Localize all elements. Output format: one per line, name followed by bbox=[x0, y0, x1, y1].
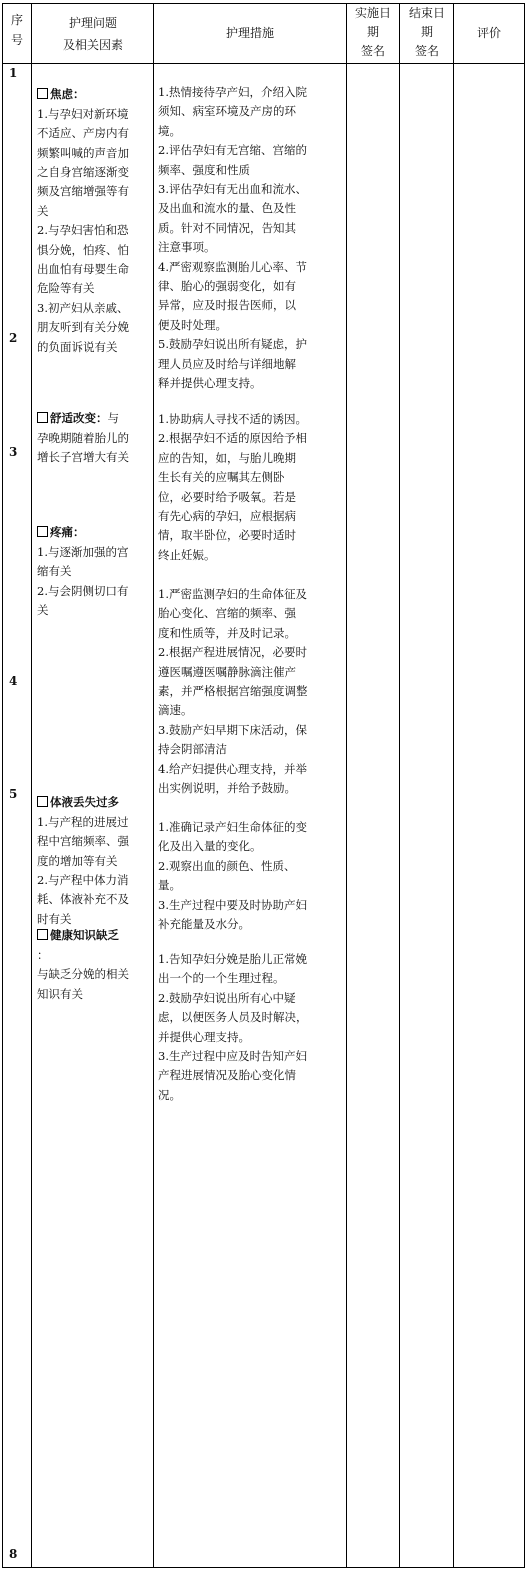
header-separator bbox=[2, 63, 525, 64]
measures-pain: 1.严密监测孕妇的生命体征及 胎心变化、宫缩的频率、强 度和性质等，并及时记录。 2.根据产程进展情况，必要时 遵医嘱遵医嘱静脉滴注催产 素，并严格根据宫缩强度调整 滴速。 3.鼓励产妇早期下床活动，保 持会阴部清洁 4.给产妇提供心理支持，并举 出实例说明，并给予鼓励。 bbox=[158, 587, 308, 796]
problem-body: 1.与产程的进展过 程中宫缩频率、强 度的增加等有关 2.与产程中体力消 耗、体液补充不及 时有关 bbox=[37, 814, 129, 926]
column-divider-1 bbox=[31, 3, 32, 1568]
header-measures: 护理措施 bbox=[225, 26, 274, 40]
header-evaluation: 评价 bbox=[476, 26, 501, 40]
row-number: 8 bbox=[9, 1547, 18, 1561]
problem-comfort bbox=[37, 390, 151, 468]
checkbox-icon bbox=[37, 412, 48, 423]
measures-fluid-loss: 1.准确记录产妇生命体征的变 化及出入量的变化。 2.观察出血的颜色、性质、 量。 3.生产过程中要及时协助产妇 补充能量及水分。 bbox=[158, 820, 307, 932]
problem-title: 体液丢失过多 bbox=[50, 795, 119, 810]
checkbox-icon bbox=[37, 796, 48, 807]
problem-title: 疼痛： bbox=[50, 525, 85, 540]
row-number: 5 bbox=[9, 787, 18, 801]
problem-title: 焦虑： bbox=[50, 87, 85, 102]
measures-anxiety: 1.热情接待孕产妇，介绍入院 须知、病室环境及产房的环 境。 2.评估孕妇有无宫缩、宫缩的 频率、强度和性质 3.评估孕妇有无出血和流水、 及出血和流水的量、色及性 质。针对不同情况，告知其 注意事项。 4.严密观察监测胎儿心率、节 律、胎心的强弱变化，如有 异常，应及时报告医师，以 便及时处理。 5.鼓励孕妇说出所有疑虑，护 理人员应及时给与详细地解 释并提供心理支持。 bbox=[158, 85, 307, 391]
checkbox-icon bbox=[37, 929, 48, 940]
measures-health-knowledge: 1.告知孕妇分娩是胎儿正常娩 出一个的一个生理过程。 2.鼓励孕妇说出所有心中疑 虑，以便医务人员及时解决， 并提供心理支持。 3.生产过程中应及时告知产妇 产程进展情况及胎心变化情 况。 bbox=[158, 952, 308, 1102]
row-number: 3 bbox=[9, 445, 18, 459]
checkbox-icon bbox=[37, 526, 48, 537]
row-number: 2 bbox=[9, 331, 18, 345]
problem-title: 舒适改变： bbox=[50, 411, 108, 426]
problem-body: 与 孕晚期随着胎儿的 增长子宫增大有关 bbox=[37, 411, 129, 465]
header-seq: 序号 bbox=[10, 13, 23, 47]
checkbox-icon bbox=[37, 88, 48, 99]
problem-title: 健康知识缺乏 bbox=[50, 928, 119, 943]
column-divider-3 bbox=[346, 3, 347, 1568]
problem-body: 1.与逐渐加强的宫 缩有关 2.与会阴侧切口有 关 bbox=[37, 544, 129, 618]
row-number: 4 bbox=[9, 674, 18, 688]
problem-health-knowledge bbox=[37, 907, 151, 1023]
problem-anxiety bbox=[37, 66, 151, 377]
column-divider-5 bbox=[453, 3, 454, 1568]
problem-body: 1.与孕妇对新环境 不适应、产房内有 频繁叫喊的声音加 之自身宫缩逐渐变 频及宫缩增强等有 关 2.与孕妇害怕和恐 惧分娩，怕疼、怕 出血怕有母婴生命 危险等有关 3.初产妇从亲戚、 朋友听到有关分娩 的负面诉说有关 bbox=[37, 106, 129, 354]
problem-pain bbox=[37, 504, 151, 640]
problem-body: ： 与缺乏分娩的相关 知识有关 bbox=[37, 947, 129, 1001]
table-border-right bbox=[524, 3, 525, 1568]
header-problem: 护理问题 及相关因素 bbox=[62, 16, 123, 52]
column-divider-4 bbox=[399, 3, 400, 1568]
header-impl-date: 实施日 期 签名 bbox=[354, 6, 391, 58]
measures-comfort: 1.协助病人寻找不适的诱因。 2.根据孕妇不适的原因给予相 应的告知，如，与胎儿晚期 生长有关的应嘱其左侧卧 位，必要时给予吸氧。若是 有先心病的孕妇，应根据病 情，取半卧位，必要时适时 终止妊娠。 bbox=[158, 412, 307, 562]
row-number: 1 bbox=[9, 66, 18, 80]
column-divider-2 bbox=[153, 3, 154, 1568]
table-border-bottom bbox=[2, 1567, 525, 1568]
header-end-date: 结束日 期 签名 bbox=[408, 6, 445, 58]
table-border-left bbox=[2, 3, 3, 1568]
